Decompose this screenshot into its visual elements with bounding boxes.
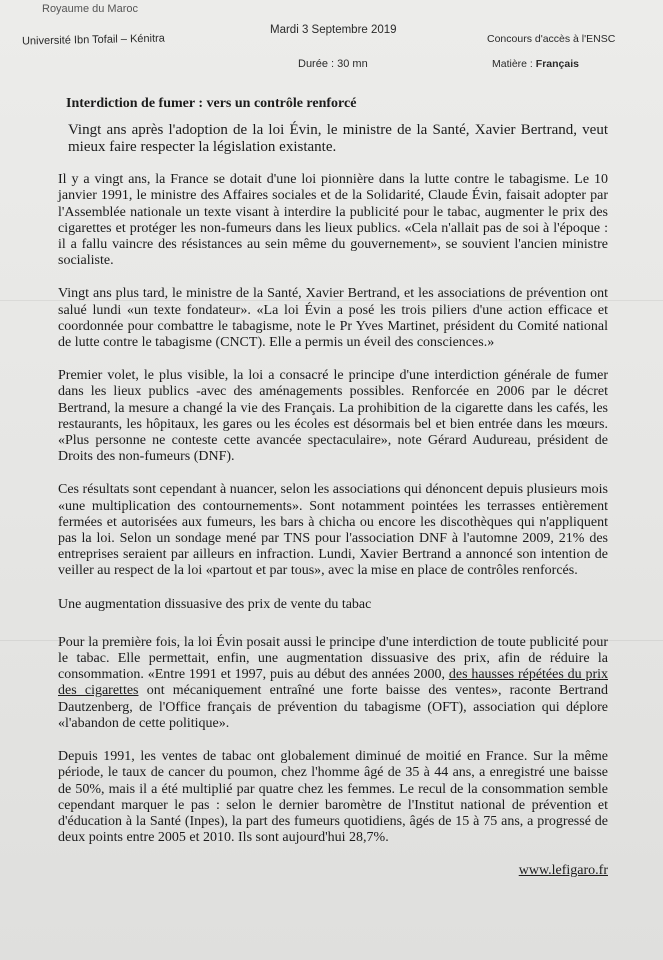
paragraph: Vingt ans plus tard, le ministre de la Santé, Xavier Bertrand, et les associations de prévention ont salué lundi «un texte fondateur». «La loi Évin a posé les trois piliers d'une action efficace et coordonnée pour combattre le tabagisme, note le Pr Yves Martinet, président du Comité national de lutte contre le tabagisme (CNCT). Elle a permis un éveil des consciences.» <box>58 286 608 351</box>
paragraph: Premier volet, le plus visible, la loi a consacré le principe d'une interdiction générale de fumer dans les lieux publics -avec des aménagements possibles. Renforcée en 2006 par le décret Bertrand, la mesure a changé la vie des Français. La prohibition de la cigarette dans les cafés, les restaurants, les hôpitaux, les gares ou les écoles est désormais bel et bien entrée dans les mœurs. «Plus personne ne conteste cette avancée spectaculaire», note Gérard Audureau, président de Droits des non-fumeurs (DNF). <box>58 368 608 465</box>
article-subheading: Une augmentation dissuasive des prix de vente du tabac <box>58 596 372 612</box>
underlined-phrase: des hausses répétées du prix des cigarettes <box>58 667 609 699</box>
paragraph-text: ont mécaniquement entraîné une forte baisse des ventes», raconte Bertrand Dautzenberg, de l'Office français de prévention du tabagisme (OFT), association qui déplore «l'abandon de cette politique». <box>58 683 609 731</box>
paragraph: Depuis 1991, les ventes de tabac ont globalement diminué de moitié en France. Sur la même période, le taux de cancer du poumon, chez l'homme âgé de 35 à 44 ans, a enregistré une baisse de 50%, mais il a été multiplié par quatre chez les femmes. Le recul de la consommation semble cependant marquer le pas : selon le dernier baromètre de l'Institut national de prévention et d'éducation à la Santé (Inpes), la part des fumeurs quotidiens, âgés de 15 à 75 ans, a progressé de deux points entre 2005 et 2010. Ils sont aujourd'hui 28,7%. <box>58 749 608 846</box>
exam-duration: Durée : 30 mn <box>298 58 368 70</box>
subject-value: Français <box>535 58 579 70</box>
paragraph: Ces résultats sont cependant à nuancer, selon les associations qui dénoncent depuis plusieurs mois «une multiplication des contournements». Sont notamment pointées les terrasses entièrement fermées et autorisées aux fumeurs, les bars à chicha ou encore les discothèques qui n'appliquent pas la loi. Selon un sondage mené par TNS pour l'association DNF à l'automne 2009, 21% des entreprises seraient par ailleurs en infraction. Lundi, Xavier Bertrand a annoncé son intention de veiller au respect de la loi «partout et par tous», avec la mise en place de contrôles renforcés. <box>58 482 608 579</box>
kingdom-label: Royaume du Maroc <box>42 3 138 15</box>
university-name: Université Ibn Tofail – Kénitra <box>21 32 165 48</box>
subject-label: Matière : <box>492 58 533 70</box>
article-title: Interdiction de fumer : vers un contrôle renforcé <box>66 96 357 111</box>
source-link[interactable]: www.lefigaro.fr <box>518 863 608 879</box>
paragraph: Il y a vingt ans, la France se dotait d'une loi pionnière dans la lutte contre le tabagisme. Le 10 janvier 1991, le ministre des Affaires sociales et de la Solidarité, Claude Évin, faisait adopter par l'Assemblée nationale un texte visant à interdire la publicité pour le tabac, augmenter le prix des cigarettes et protéger les non-fumeurs dans les lieux publics. «Cela n'allait pas de soi à l'époque : il a fallu vaincre des résistances au sein même du gouvernement», se souvient l'ancien ministre socialiste. <box>58 172 608 269</box>
paragraph <box>58 635 608 732</box>
exam-title: Concours d'accès à l'ENSC <box>487 33 616 45</box>
article <box>58 96 608 880</box>
subject <box>492 58 579 70</box>
paragraph-text: Pour la première fois, la loi Évin posait aussi le principe d'une interdiction de toute publicité pour le tabac. Elle permettait, enfin, une augmentation dissuasive des prix, afin de réduire la consommation. «Entre 1991 et 1997, puis au début des années 2000, <box>58 634 608 683</box>
exam-date: Mardi 3 Septembre 2019 <box>270 24 397 36</box>
article-intro: Vingt ans après l'adoption de la loi Évin, le ministre de la Santé, Xavier Bertrand, veut mieux faire respecter la législation existante. <box>68 122 608 156</box>
